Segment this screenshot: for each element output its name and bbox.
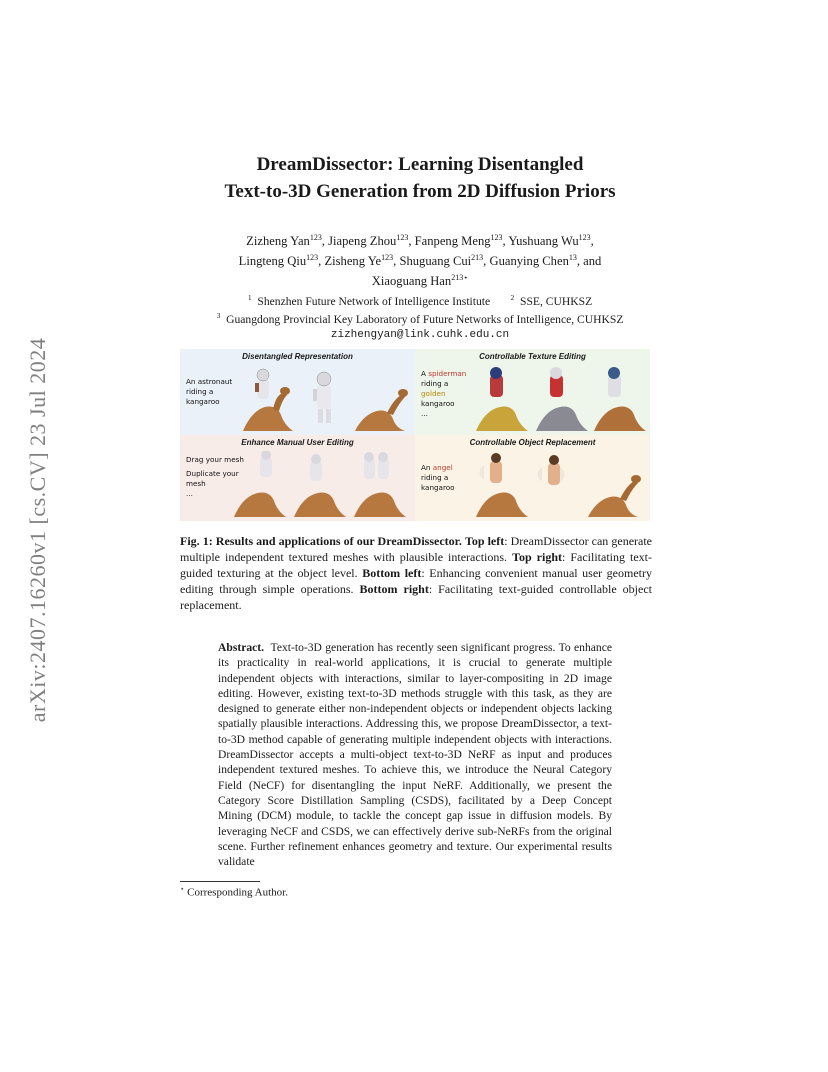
abstract — [218, 640, 612, 869]
footnote: ⋆ Corresponding Author. — [180, 885, 288, 899]
edited-mesh-illustrations — [230, 451, 413, 521]
arxiv-identifier: arXiv:2407.16260v1 [cs.CV] 23 Jul 2024 — [25, 337, 50, 723]
panel-prompt: An angel riding a kangaroo — [421, 463, 455, 492]
author: Lingteng Qiu$^{123}$ — [238, 252, 319, 268]
panel-title: Enhance Manual User Editing — [241, 438, 354, 447]
panel-title: Disentangled Representation — [242, 352, 353, 361]
panel-prompt: A spiderman riding a golden kangaroo ... — [421, 369, 467, 418]
figure-1 — [180, 349, 650, 521]
figure-caption: Fig. 1: Results and applications of our DreamDissector. Top left: DreamDissector can generate multiple independent textured meshes with plausible interactions. Top right: Facilitating text-guided texturing at the object level. Bottom left: Enhancing convenient manual user geometry editing through simple operations. Bottom right: Facilitating text-guided controllable object replacement. — [180, 534, 653, 612]
author: Zizheng Yan$^{123}$ — [246, 233, 322, 249]
title-line-2: Text-to-3D Generation from 2D Diffusion Priors — [224, 181, 616, 202]
paper-title — [150, 151, 690, 205]
panel-enhance-manual-user-editing — [180, 435, 415, 521]
title-line-1: DreamDissector: Learning Disentangled — [256, 154, 584, 175]
astronaut-kangaroo-illustration — [235, 365, 410, 435]
caption-label: Fig. 1: Results and applications of our DreamDissector. — [180, 534, 462, 548]
panel-prompt: An astronaut riding a kangaroo — [186, 377, 233, 406]
affiliation-2: SSE, CUHKSZ — [520, 294, 593, 308]
affiliation-row-1: $^1$ Shenzhen Future Network of Intelligence Institute $^2$ SSE, CUHKSZ — [247, 293, 593, 308]
panel-disentangled-representation — [180, 349, 415, 435]
affiliation-1: Shenzhen Future Network of Intelligence Institute — [257, 294, 491, 308]
affiliation-row-2: $^3$ Guangdong Provincial Key Laboratory of Future Networks of Intelligence, CUHKSZ — [216, 311, 624, 327]
abstract-label: Abstract. — [218, 641, 265, 654]
author-list: Zizheng Yan$^{123}$, Jiapeng Zhou$^{123}$, Fanpeng Meng$^{123}$, Yushuang Wu$^{123}$, Lingteng Qiu$^{123}$, Zisheng Ye$^{123}$, Shuguang Cui$^{213}$, Guanying Chen$^{13}$, and Xiaoguang Han$^{213⋆}$ — [238, 233, 602, 288]
textured-kangaroo-illustrations — [470, 365, 648, 435]
angel-kangaroo-illustration — [470, 451, 648, 521]
panel-controllable-texture-editing — [415, 349, 650, 435]
author: Guanying Chen$^{13}$ — [489, 252, 577, 268]
author: Xiaoguang Han$^{213⋆}$ — [371, 272, 469, 288]
panel-title: Controllable Object Replacement — [469, 438, 596, 447]
author: Jiapeng Zhou$^{123}$ — [328, 233, 409, 249]
footnote-rule — [180, 881, 260, 882]
affiliation-3: Guangdong Provincial Key Laboratory of Future Networks of Intelligence, CUHKSZ — [226, 313, 624, 327]
email-address[interactable]: zizhengyan@link.cuhk.edu.cn — [330, 328, 510, 341]
author: Fanpeng Meng$^{123}$ — [414, 233, 503, 249]
affiliations — [150, 291, 690, 342]
panel-prompt: Drag your mesh Duplicate your mesh ... — [186, 455, 244, 498]
abstract-text: Text-to-3D generation has recently seen significant progress. To enhance its practicality in real-world applications, it is crucial to generate multiple independent objects with interactions, similar to layer-compositing in 2D image editing. However, existing text-to-3D methods struggle with this task, as they are designed to generate either non-independent objects or independent objects lacking spatially plausible interactions. Addressing this, we propose DreamDissector, a text-to-3D method capable of generating multiple independent objects with interactions. DreamDissector accepts a multi-object text-to-3D NeRF as input and produces independent textured meshes. To achieve this, we introduce the Neural Category Field (NeCF) for disentangling the input NeRF. Additionally, we present the Category Score Distillation Sampling (CSDS), facilitated by a Deep Concept Mining (DCM) module, to tackle the concept gap issue in diffusion models. By leveraging NeCF and CSDS, we can effectively derive sub-NeRFs from the original scene. Further refinement enhances geometry and texture. Our experimental results validate — [218, 641, 612, 869]
author: Shuguang Cui$^{213}$ — [399, 252, 484, 268]
arxiv-sidebar — [18, 300, 58, 760]
author: Yushuang Wu$^{123}$ — [508, 233, 591, 249]
panel-title: Controllable Texture Editing — [479, 352, 586, 361]
panel-controllable-object-replacement — [415, 435, 650, 521]
authors-and: and — [583, 253, 602, 268]
author: Zisheng Ye$^{123}$ — [324, 252, 394, 268]
